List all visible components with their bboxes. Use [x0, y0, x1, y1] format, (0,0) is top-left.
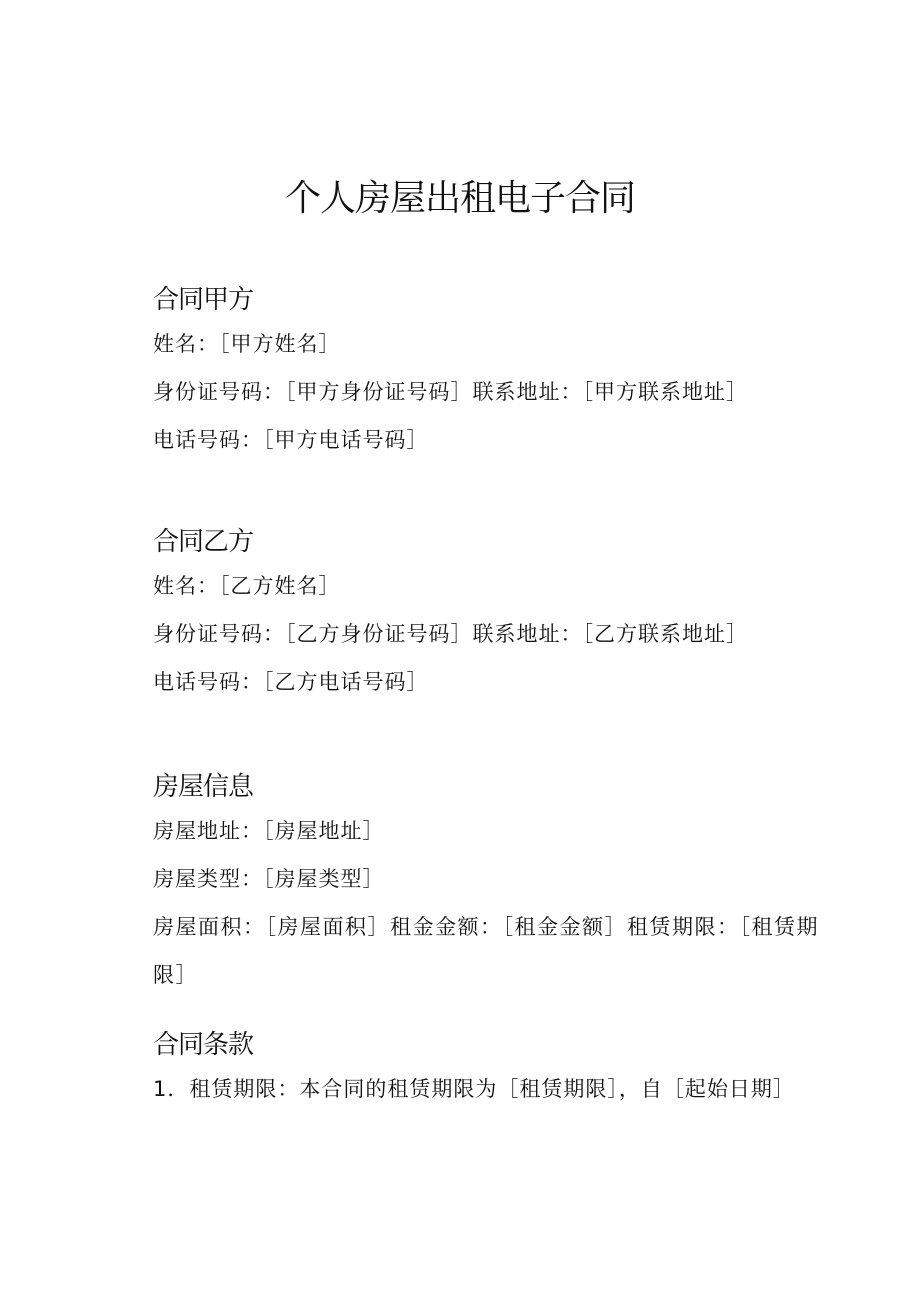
- party-a-section: [153, 280, 833, 464]
- party-a-name-line: 姓名：［甲方姓名］: [153, 332, 341, 356]
- party-b-name-line: 姓名：［乙方姓名］: [153, 574, 341, 598]
- terms-section: [153, 1025, 843, 1113]
- party-a-heading: 合同甲方: [153, 285, 254, 315]
- document-title: 个人房屋出租电子合同: [284, 178, 635, 219]
- house-type-line: 房屋类型：［房屋类型］: [153, 867, 385, 891]
- party-a-id-contact-line: 身份证号码：［甲方身份证号码］联系地址：［甲方联系地址］: [153, 380, 748, 404]
- party-b-section: [153, 522, 833, 706]
- house-info-section: [153, 767, 833, 999]
- party-b-heading: 合同乙方: [153, 527, 254, 557]
- party-b-phone-line: 电话号码：［乙方电话号码］: [153, 670, 429, 694]
- party-b-id-contact-line: 身份证号码：［乙方身份证号码］联系地址：［乙方联系地址］: [153, 622, 748, 646]
- terms-heading: 合同条款: [153, 1030, 254, 1060]
- house-info-heading: 房屋信息: [153, 772, 254, 802]
- clause-1-line: 1．租赁期限：本合同的租赁期限为［租赁期限］，自［起始日期］: [153, 1077, 795, 1101]
- party-a-phone-line: 电话号码：［甲方电话号码］: [153, 428, 429, 452]
- house-area-rent-term-line: 房屋面积：［房屋面积］租金金额：［租金金额］租赁期限：［租赁期限］: [153, 915, 819, 987]
- house-address-line: 房屋地址：［房屋地址］: [153, 819, 385, 843]
